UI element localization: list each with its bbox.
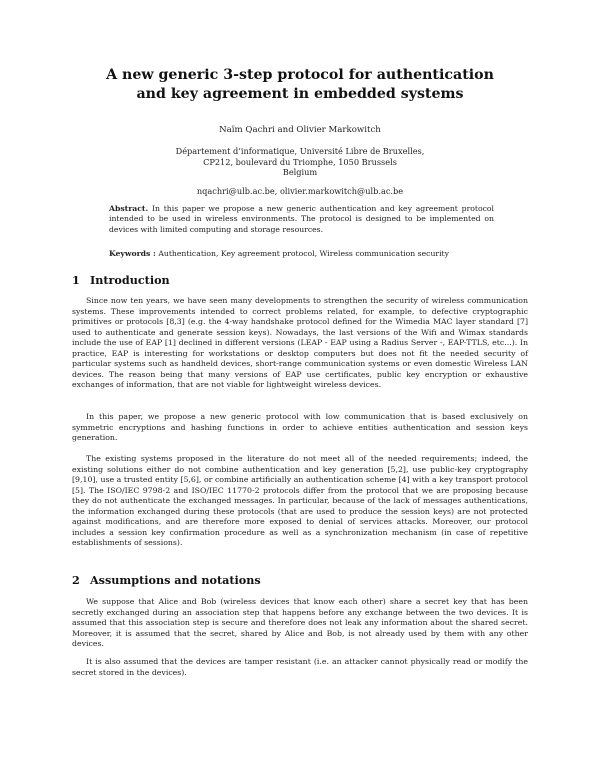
abstract: [109, 204, 494, 235]
section-number: 2: [72, 573, 80, 587]
affiliation-line-3: Belgium: [282, 167, 318, 178]
paragraph: In this paper, we propose a new generic protocol with low communication that is based exclusively on symmetric encryptions and hashing functions in order to achieve entities authentication and session keys generation.: [72, 412, 528, 443]
section-heading-assumptions: [72, 573, 261, 587]
paragraph: The existing systems proposed in the literature do not meet all of the needed requirements; indeed, the existing solutions either do not combine authentication and key generation [5,2], use public-key cryptography [9,10], use a trusted entity [5,6], or combine artificially an authentication scheme [4] with a key transport protocol [5]. The ISO/IEC 9798-2 and ISO/IEC 11770-2 protocols differ from the protocol that we are proposing because they do not authenticate the exchanged messages. In particular, because of the lack of messages authentications, the information exchanged during these protocols (that are used to produce the session keys) are not protected against modifications, and are therefore more exposed to denial of services attacks. Moreover, our protocol includes a session key confirmation procedure as well as a synchronization mechanism (in case of repetitive establishments of sessions).: [72, 454, 528, 548]
keywords-label: Keywords :: [109, 249, 156, 258]
paragraph: Since now ten years, we have seen many developments to strengthen the security of wireless communication systems. These improvements intended to correct problems related, for example, to defective cryptographic primitives or protocols [8,3] (e.g. the 4-way handshake protocol defined for the Wimedia MAC layer standard [7] used to authenticate and generate session keys). Nowadays, the last versions of the Wifi and Wimax standards include the use of EAP [1] declined in different versions (LEAP - EAP using a Radius Server -, EAP-TTLS, etc...). In practice, EAP is interesting for workstations or desktop computers but does not fit the needed security of particular systems such as handheld devices, short-range communication systems or even domestic Wireless LAN devices. The reason being that many versions of EAP use certificates, public key encryption or exhaustive exchanges of information, that are not viable for lightweight wireless devices.: [72, 296, 528, 390]
abstract-text: In this paper we propose a new generic authentication and key agreement protocol intended to be used in wireless environments. The protocol is designed to be implemented on devices with limited computing and storage resources.: [109, 204, 494, 234]
paragraph: It is also assumed that the devices are tamper resistant (i.e. an attacker cannot physically read or modify the secret stored in the devices).: [72, 657, 528, 677]
affiliation-line-2: CP212, boulevard du Triomphe, 1050 Brussels: [203, 156, 397, 167]
section-title: Introduction: [90, 273, 170, 287]
affiliation: [0, 146, 600, 178]
authors: Naïm Qachri and Olivier Markowitch: [219, 125, 381, 135]
keywords: [109, 249, 494, 259]
section-heading-introduction: [72, 273, 170, 287]
author-emails: nqachri@ulb.ac.be, olivier.markowitch@ulb.ac.be: [196, 186, 404, 196]
keywords-text: Authentication, Key agreement protocol, Wireless communication security: [158, 249, 449, 258]
paragraph: We suppose that Alice and Bob (wireless devices that know each other) share a secret key that has been secretly exchanged during an association step that happens before any exchange between the two devices. It is assumed that this association step is secure and therefore does not leak any information about the shared secret. Moreover, it is assumed that the secret, shared by Alice and Bob, is not already used by them with any other devices.: [72, 597, 528, 649]
paper-title: A new generic 3-step protocol for authentication and key agreement in embedded systems: [106, 67, 494, 102]
section-number: 1: [72, 273, 80, 287]
abstract-label: Abstract.: [109, 204, 149, 213]
section-title: Assumptions and notations: [90, 573, 261, 587]
affiliation-line-1: Département d’informatique, Université Libre de Bruxelles,: [175, 146, 425, 156]
